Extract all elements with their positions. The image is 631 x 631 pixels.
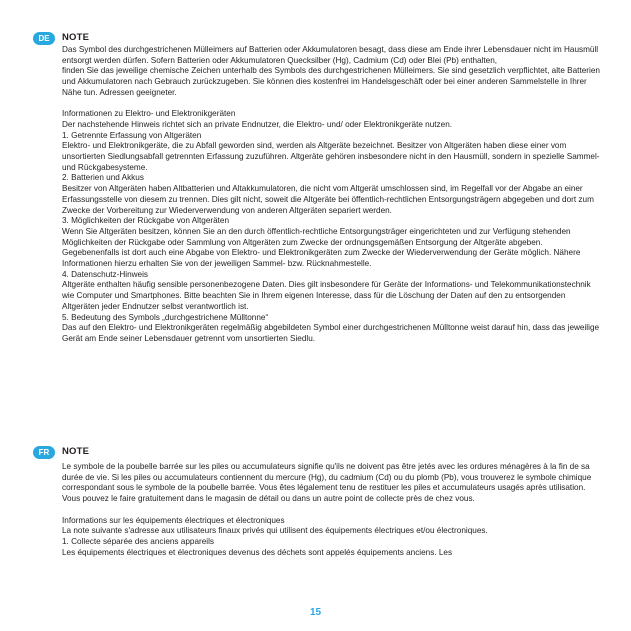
language-badge-de: DE (33, 32, 55, 45)
info-paragraph-de: Informationen zu Elektro- und Elektronikgeräten Der nachstehende Hinweis richtet sich an private Endnutzer, die Elektro- und/ oder Elektronikgeräte nutzen. 1. Getrennte Erfassung von Altgeräten Elektro- und Elektronikgeräte, die zu Abfall geworden sind, werden als Altgeräte bezeichnet. Besitzer von Altgeräten haben diese einer vom unsortierten Siedlungsabfall getrennten Erfassung zuzuführen. Altgeräte gehören insbesondere nicht in den Hausmüll, sondern in spezielle Sammel- und Rückgabesysteme. 2. Batterien und Akkus Besitzer von Altgeräten haben Altbatterien und Altakkumulatoren, die nicht vom Altgerät umschlossen sind, im Regelfall vor der Abgabe an einer Erfassungsstelle von diesem zu trennen. Dies gilt nicht, soweit die Altgeräte bei öffentlich-rechtlichen Entsorgungsträgern abgegeben und dort zum Zwecke der Vorbereitung zur Wiederverwendung von anderen Altgeräten separiert werden. 3. Möglichkeiten der Rückgabe von Altgeräten Wenn Sie Altgeräten besitzen, können Sie an den durch öffentlich-rechtliche Entsorgungsträger eingerichteten und zur Verfügung stehenden Möglichkeiten der Rückgabe oder Sammlung von Altgeräten zum Zwecke der ordnungsgemäßen Entsorgung der Altgeräte abgeben. Gegebenenfalls ist dort auch eine Abgabe von Elektro- und Elektronikgeräten zum Zwecke der Wiederverwendung der Geräte möglich. Nähere Informationen hierzu erhalten Sie von der jeweiligen Sammel- bzw. Rücknahmestelle. 4. Datenschutz-Hinweis Altgeräte enthalten häufig sensible personenbezogene Daten. Dies gilt insbesondere für Geräte der Informations- und Telekommunikationstechnik wie Computer und Smartphones. Bitte beachten Sie in Ihrem eigenen Interesse, dass für die Löschung der Daten auf den zu entsorgenden Altgeräten jeder Endnutzer selbst verantwortlich ist. 5. Bedeutung des Symbols „durchgestrichene Mülltonne“ Das auf den Elektro- und Elektronikgeräten regelmäßig abgebildeten Symbol einer durchgestrichenen Mülltonne weist darauf hin, dass das jeweilige Gerät am Ende seiner Lebensdauer getrennt vom unsortierten Siedlu. (62, 109, 600, 343)
info-paragraph-fr: Informations sur les équipements électriques et électroniques La note suivante s'adresse aux utilisateurs finaux privés qui utilisent des équipements électriques et/ou électroniques. 1. Collecte séparée des anciens appareils Les équipements électriques et électroniques devenus des déchets sont appelés équipements anciens. Les (62, 515, 488, 557)
page-number: 15 (309, 607, 322, 618)
body-text-de (62, 45, 602, 345)
intro-paragraph-de: Das Symbol des durchgestrichenen Mülleimers auf Batterien oder Akkumulatoren besagt, dass diese am Ende ihrer Lebensdauer nicht im Hausmüll entsorgt werden dürfen. Sofern Batterien oder Akkumulatoren Quecksilber (Hg), Cadmium (Cd) oder Blei (Pb) enthalten, finden Sie das jeweilige chemische Zeichen unterhalb des Symbols des durchgestrichenen Mülleimers. Sie sind gesetzlich verpflichtet, alte Batterien und Akkumulatoren nach Gebrauch zurückzugeben. Sie können dies kostenfrei im Handelsgeschäft oder bei einer anderen Sammelstelle in Ihrer Nähe tun. Adressen geeigneter. (62, 45, 600, 97)
note-title-fr: NOTE (62, 446, 90, 457)
note-title-de: NOTE (62, 32, 90, 43)
language-badge-fr: FR (33, 446, 55, 459)
intro-paragraph-fr: Le symbole de la poubelle barrée sur les piles ou accumulateurs signifie qu'ils ne doivent pas être jetés avec les ordures ménagères à la fin de sa durée de vie. Si les piles ou accumulateurs contiennent du mercure (Hg), du cadmium (Cd) ou du plomb (Pb), vous trouverez le symbole chimique correspondant sous le symbole de la poubelle barrée. Vous êtes légalement tenu de restituer les piles et accumulateurs usagés après utilisation. Vous pouvez le faire gratuitement dans le magasin de détail ou dans un autre point de collecte près de chez vous. (62, 462, 592, 504)
body-text-fr (62, 462, 602, 558)
